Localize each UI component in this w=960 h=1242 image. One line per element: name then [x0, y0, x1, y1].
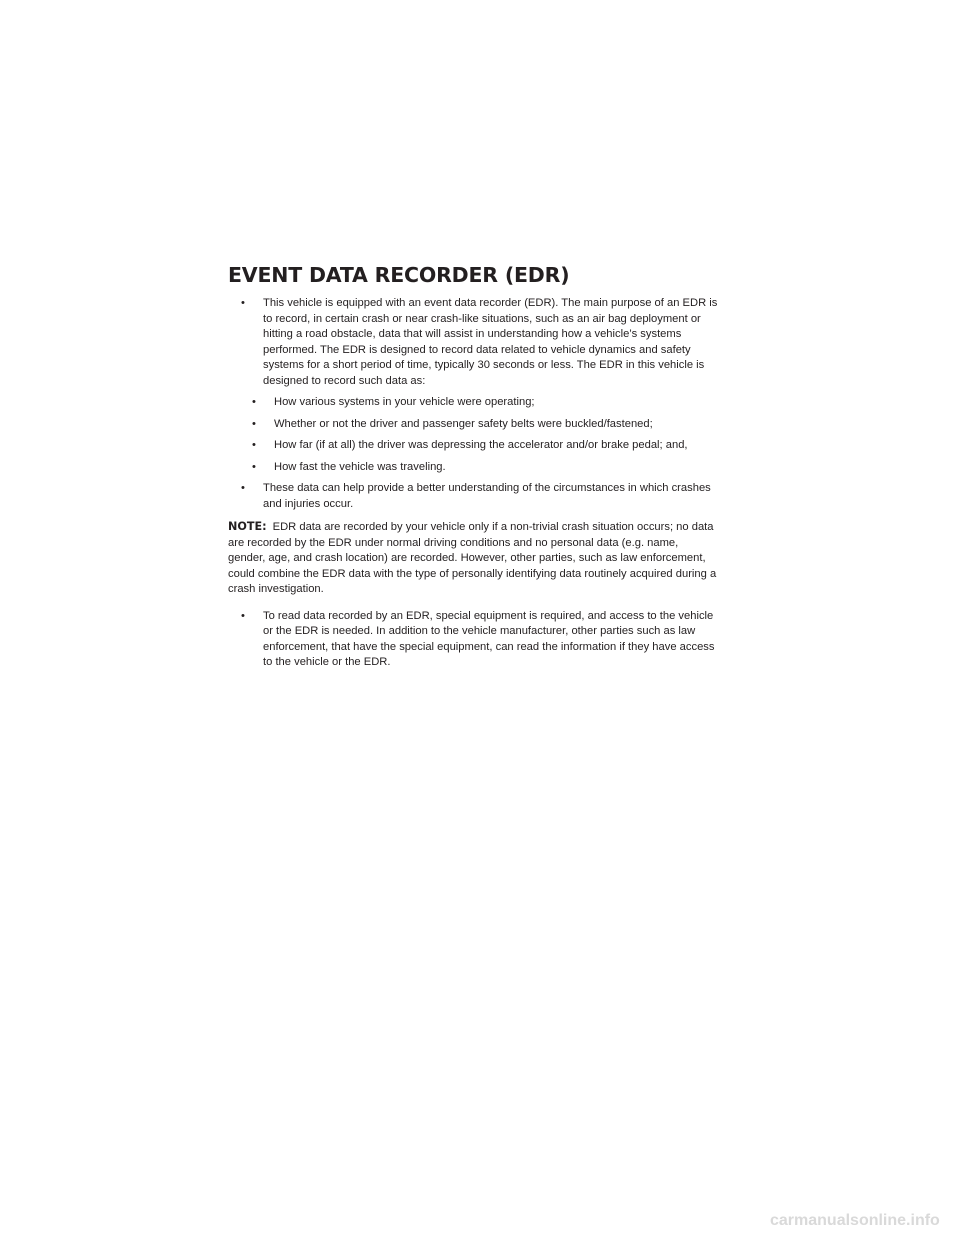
- list-item-text: Whether or not the driver and passenger safety belts were buckled/fastened;: [274, 417, 653, 430]
- access-text: To read data recorded by an EDR, special equipment is required, and access to the vehicle or the EDR is needed. In addition to the vehicle manufacturer, other parties such as law enforcement, that have the special equipment, can read the information if they have access to the vehicle or the EDR.: [263, 609, 715, 669]
- list-item: [239, 395, 718, 411]
- access-bullet-list: [228, 609, 718, 671]
- list-item-text: How various systems in your vehicle were operating;: [274, 396, 535, 408]
- note-paragraph: [228, 519, 718, 598]
- bullet-glyph: •: [241, 297, 245, 309]
- understanding-text: These data can help provide a better understanding of the circumstances in which crashes and injuries occur.: [263, 482, 711, 510]
- list-item-text: How fast the vehicle was traveling.: [274, 460, 446, 473]
- edr-section: [228, 262, 718, 677]
- bullet-glyph: •: [252, 439, 256, 451]
- list-item-intro: [228, 296, 718, 475]
- main-bullet-list: [228, 296, 718, 512]
- bullet-glyph: •: [241, 482, 245, 494]
- list-item-understanding: [228, 481, 718, 512]
- section-title: EVENT DATA RECORDER (EDR): [228, 263, 570, 287]
- bullet-glyph: •: [241, 609, 245, 622]
- list-item: [239, 417, 718, 433]
- note-text: EDR data are recorded by your vehicle only if a non-trivial crash situation occurs; no data are recorded by the EDR under normal driving conditions and no personal data (e.g. name, gender, age, and crash location) are recorded. However, other parties, such as law enforcement, could combine the EDR data with the type of personally identifying data routinely acquired during a crash investigation.: [228, 521, 717, 595]
- list-item-access: [228, 609, 718, 671]
- list-item: [239, 460, 718, 476]
- section-body: [228, 296, 718, 671]
- bullet-glyph: •: [252, 460, 256, 473]
- note-label: NOTE:: [228, 520, 267, 533]
- site-watermark: carmanualsonline.info: [770, 1212, 940, 1229]
- list-item-text: How far (if at all) the driver was depressing the accelerator and/or brake pedal; and,: [274, 439, 688, 451]
- intro-text: This vehicle is equipped with an event data recorder (EDR). The main purpose of an EDR is to record, in certain crash or near crash-like situations, such as an air bag deployment or hitting a road obstacle, data that will assist in understanding how a vehicle’s systems performed. The EDR is designed to record data related to vehicle dynamics and safety systems for a short period of time, typically 30 seconds or less. The EDR in this vehicle is designed to record such data as:: [263, 297, 718, 387]
- list-item: [239, 438, 718, 454]
- bullet-glyph: •: [252, 396, 256, 408]
- recorded-data-list: [252, 395, 718, 475]
- bullet-glyph: •: [252, 417, 256, 430]
